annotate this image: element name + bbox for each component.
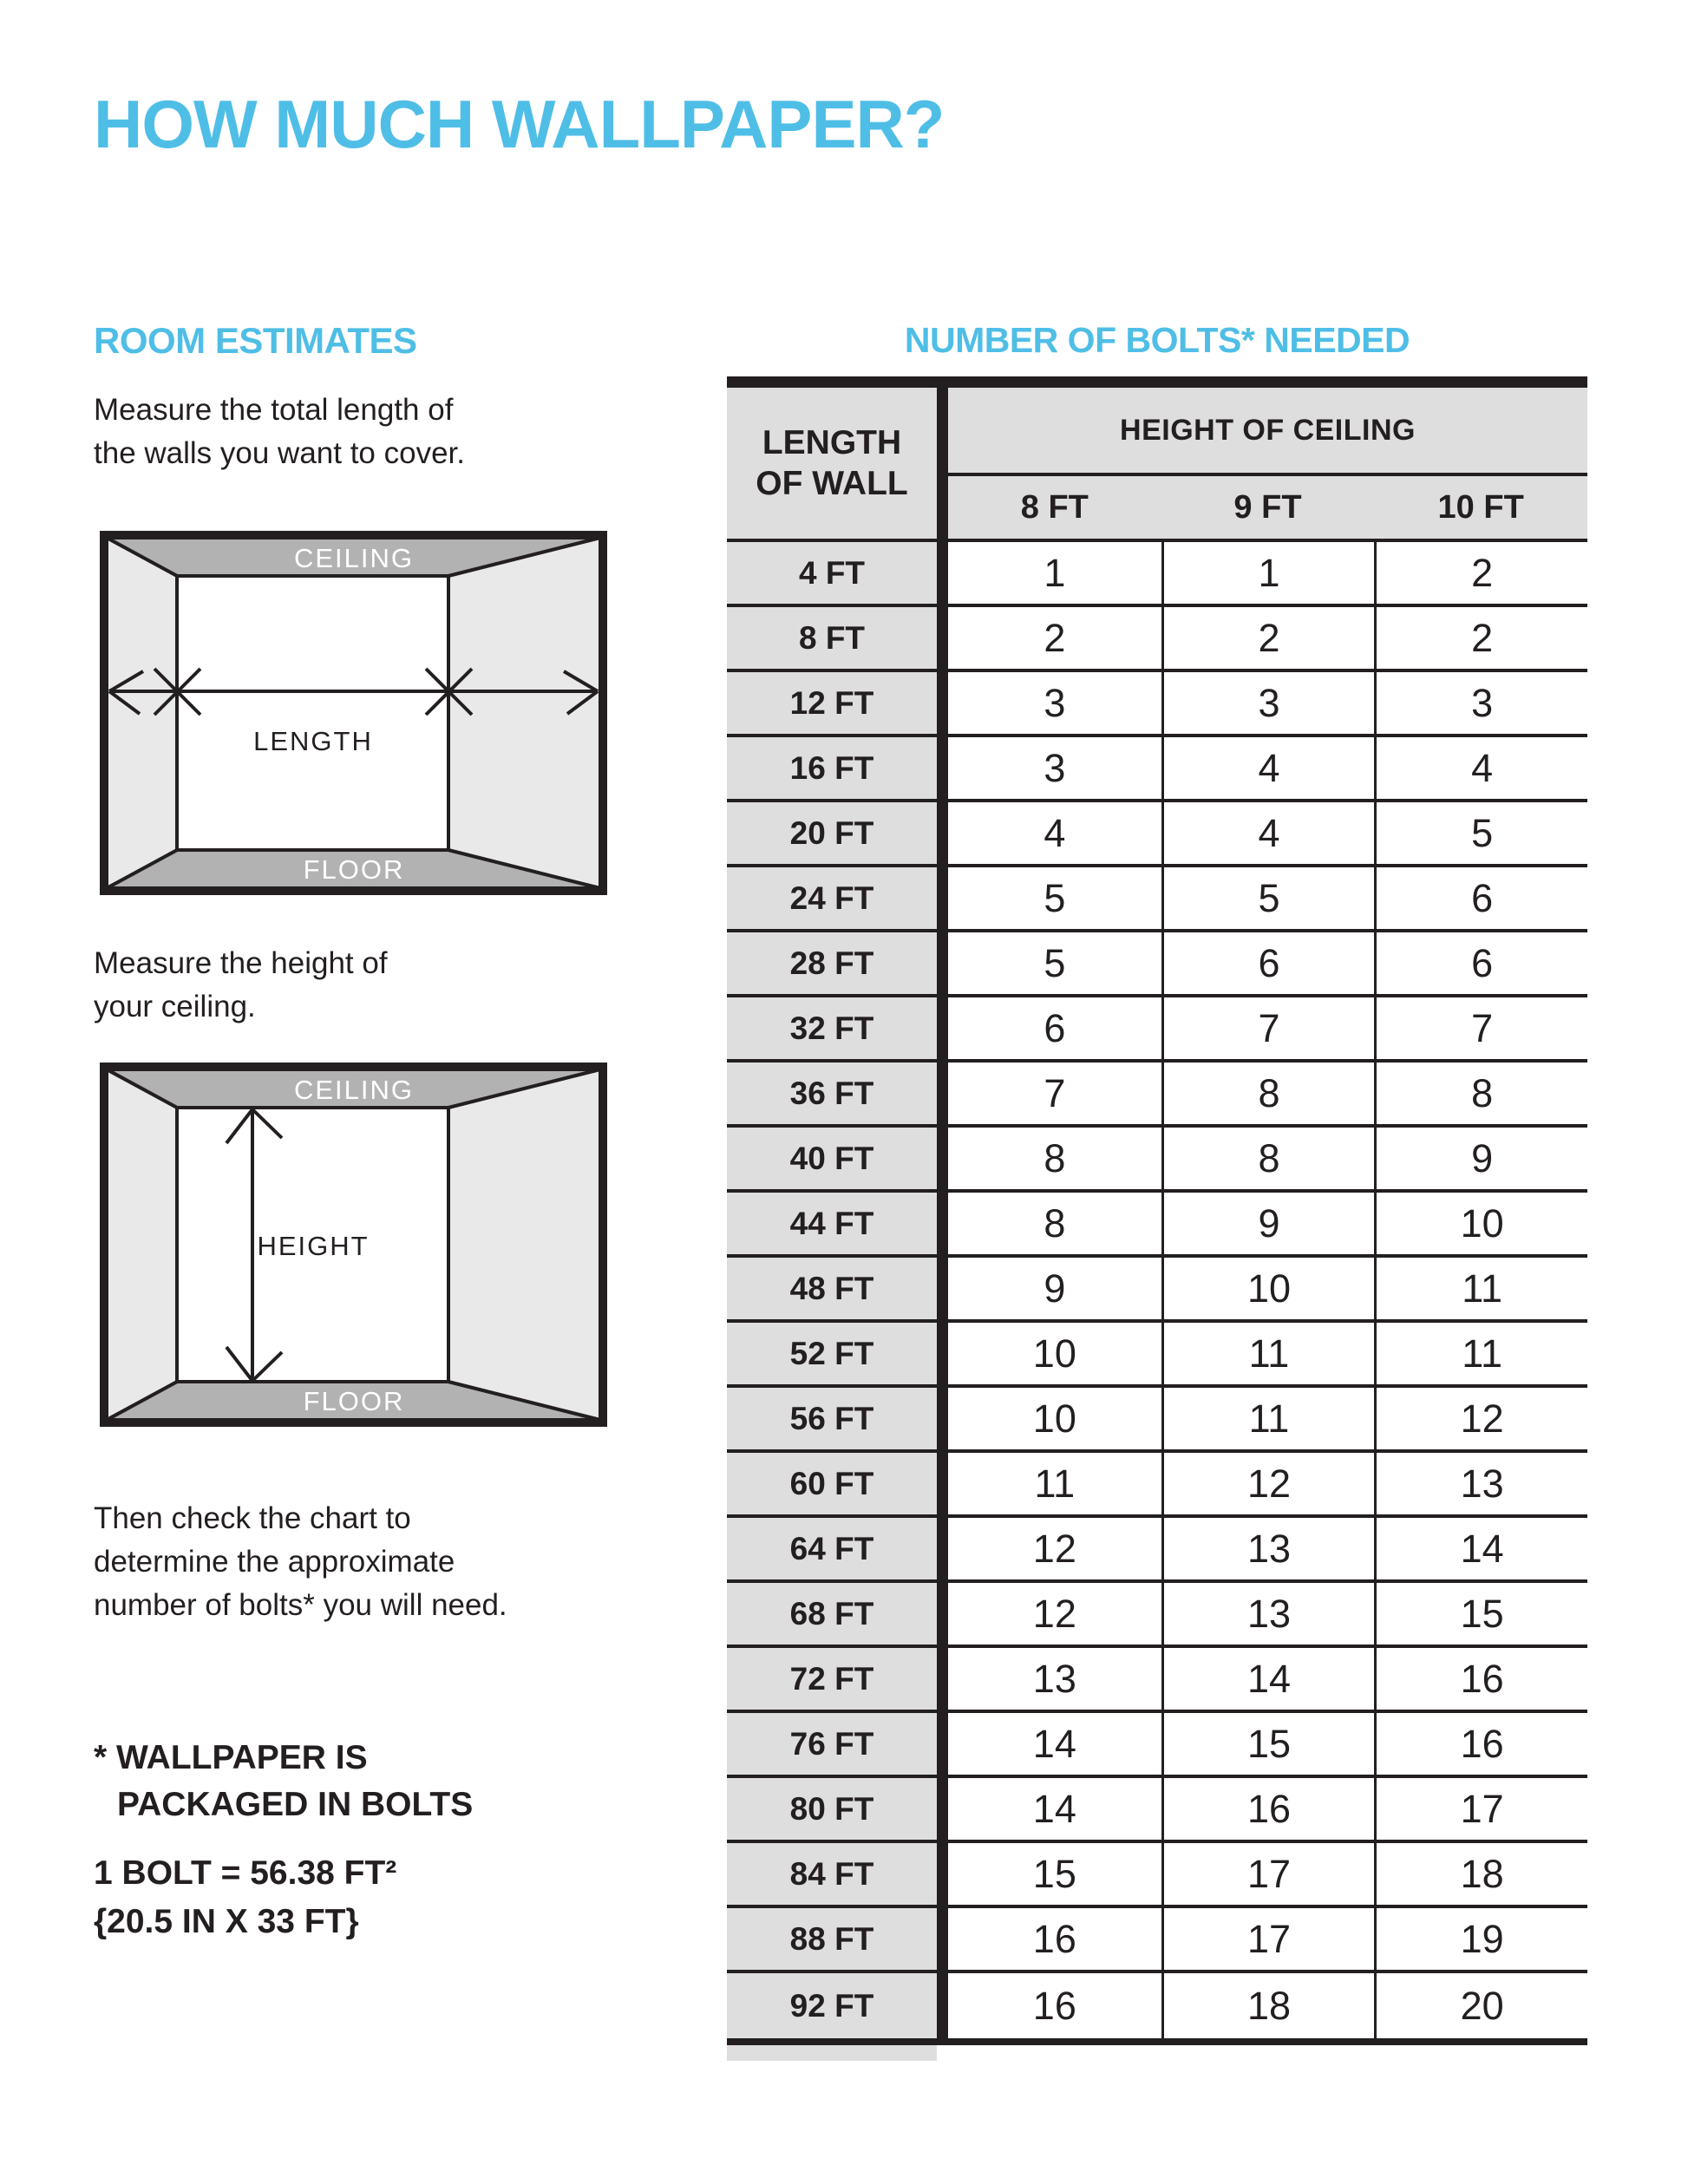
table-row [727,542,1587,607]
bolt-count-cell: 5 [1374,802,1587,864]
footnote-line: PACKAGED IN BOLTS [117,1786,474,1823]
bolt-count-cell: 13 [1161,1583,1375,1645]
instruction-step2 [94,942,388,1029]
bolt-count-cell: 8 [948,1128,1161,1189]
bolt-count-cell: 14 [948,1778,1161,1840]
wall-length-cell: 92 FT [727,1973,937,2038]
column-divider [937,737,948,799]
table-header [727,388,1587,539]
table-row [727,1063,1587,1128]
bolt-count-cell: 4 [1374,737,1587,799]
wall-length-cell: 4 FT [727,542,937,604]
height-of-ceiling-header: HEIGHT OF CEILING [948,388,1587,473]
instruction-line: Measure the height of [94,946,388,980]
bolt-count-cell: 16 [1161,1778,1375,1840]
instruction-step3 [94,1497,507,1627]
table-row [727,932,1587,997]
bolt-count-cell: 12 [1374,1388,1587,1449]
bolt-count-cell: 13 [948,1648,1161,1710]
bolt-count-cell: 7 [948,1063,1161,1124]
bolts-table [727,376,1587,2061]
wall-length-cell: 16 FT [727,737,937,799]
bolt-count-cell: 17 [1161,1843,1375,1905]
column-divider [937,997,948,1059]
column-divider [937,1258,948,1319]
wall-length-cell: 56 FT [727,1388,937,1449]
col-header-9ft: 9 FT [1233,488,1302,526]
bolt-count-cell: 11 [948,1453,1161,1514]
table-row [727,1908,1587,1973]
room-estimates-heading: ROOM ESTIMATES [94,320,417,361]
column-divider [937,1128,948,1189]
bolt-count-cell: 8 [1161,1063,1375,1124]
column-divider [937,932,948,994]
wall-length-cell: 88 FT [727,1908,937,1970]
bolt-count-cell: 2 [948,607,1161,669]
bolt-count-cell: 1 [1161,542,1375,604]
table-bottom-gray-tab [727,2045,937,2061]
bolt-count-cell: 4 [948,802,1161,864]
table-row [727,1583,1587,1648]
bolt-count-cell: 12 [948,1518,1161,1579]
column-divider [937,1518,948,1579]
wall-length-cell: 84 FT [727,1843,937,1905]
bolt-count-cell: 6 [1374,932,1587,994]
bolt-count-cell: 11 [1374,1323,1587,1384]
ceiling-label: CEILING [293,1075,415,1105]
bolt-count-cell: 8 [948,1193,1161,1254]
bolt-count-cell: 15 [948,1843,1161,1905]
ceiling-label: CEILING [293,543,415,573]
bolt-count-cell: 3 [948,672,1161,734]
bolt-spec-line: 1 BOLT = 56.38 FT² [94,1854,397,1892]
bolt-count-cell: 11 [1374,1258,1587,1319]
right-wall-surface [448,1069,600,1420]
floor-label: FLOOR [303,854,405,885]
table-row [727,737,1587,802]
table-row [727,1323,1587,1388]
bolt-count-cell: 9 [1374,1128,1587,1189]
bolt-count-cell: 5 [948,867,1161,929]
wall-length-cell: 20 FT [727,802,937,864]
wall-length-cell: 36 FT [727,1063,937,1124]
column-divider [937,1323,948,1384]
bolt-count-cell: 18 [1374,1843,1587,1905]
instruction-line: your ceiling. [94,990,256,1023]
wall-length-cell: 44 FT [727,1193,937,1254]
bolt-count-cell: 11 [1161,1323,1375,1384]
table-row [727,1258,1587,1323]
ceiling-height-subheaders [948,476,1587,539]
column-divider [937,1713,948,1775]
wall-length-cell: 32 FT [727,997,937,1059]
col-header-10ft: 10 FT [1437,488,1524,526]
column-divider [937,867,948,929]
column-divider [937,1583,948,1645]
bolt-count-cell: 7 [1161,997,1375,1059]
bolt-count-cell: 7 [1374,997,1587,1059]
wall-length-cell: 28 FT [727,932,937,994]
bolt-count-cell: 3 [1161,672,1375,734]
instruction-line: number of bolts* you will need. [94,1588,507,1622]
bolt-count-cell: 14 [1161,1648,1375,1710]
bolt-count-cell: 11 [1161,1388,1375,1449]
bolt-count-cell: 20 [1374,1973,1587,2038]
bolt-count-cell: 18 [1161,1973,1375,2038]
table-row [727,1843,1587,1908]
wall-length-cell: 52 FT [727,1323,937,1384]
column-divider [937,1648,948,1710]
bolt-count-cell: 12 [1161,1453,1375,1514]
length-room-diagram [100,531,607,895]
table-row [727,1713,1587,1778]
column-divider [937,1193,948,1254]
floor-label: FLOOR [303,1386,405,1416]
bolt-spec [94,1849,396,1946]
wall-length-cell: 80 FT [727,1778,937,1840]
bolt-count-cell: 5 [1161,867,1375,929]
page-title: HOW MUCH WALLPAPER? [94,86,945,162]
height-of-ceiling-header-group [948,388,1587,539]
bolt-count-cell: 16 [948,1973,1161,2038]
bolt-count-cell: 10 [1374,1193,1587,1254]
left-wall-surface [107,538,177,888]
column-divider [937,542,948,604]
column-divider [937,388,948,539]
column-divider [937,1453,948,1514]
table-row [727,1453,1587,1518]
table-row [727,672,1587,737]
length-of-wall-header: LENGTH OF WALL [727,388,937,539]
bolt-count-cell: 4 [1161,737,1375,799]
wall-length-cell: 60 FT [727,1453,937,1514]
bolt-count-cell: 3 [1374,672,1587,734]
instruction-line: Measure the total length of [94,393,454,427]
bolt-count-cell: 15 [1161,1713,1375,1775]
bolt-count-cell: 1 [948,542,1161,604]
bolt-count-cell: 6 [948,997,1161,1059]
instruction-line: Then check the chart to [94,1501,411,1535]
wall-length-cell: 40 FT [727,1128,937,1189]
bolt-count-cell: 16 [948,1908,1161,1970]
bolt-count-cell: 10 [1161,1258,1375,1319]
table-row [727,802,1587,867]
column-divider [937,1843,948,1905]
wall-length-cell: 64 FT [727,1518,937,1579]
table-row [727,1778,1587,1843]
wall-length-cell: 76 FT [727,1713,937,1775]
bolt-count-cell: 17 [1161,1908,1375,1970]
footnote-line: * WALLPAPER IS [94,1739,368,1776]
bolt-count-cell: 6 [1161,932,1375,994]
bolt-count-cell: 8 [1374,1063,1587,1124]
bolt-count-cell: 14 [1374,1518,1587,1579]
bolt-count-cell: 2 [1374,542,1587,604]
bolt-count-cell: 13 [1161,1518,1375,1579]
column-divider [937,1063,948,1124]
column-divider [937,1908,948,1970]
height-room-diagram [100,1063,607,1427]
table-row [727,1518,1587,1583]
bolt-count-cell: 16 [1374,1713,1587,1775]
bolt-count-cell: 2 [1374,607,1587,669]
table-bottom-border [727,2038,1587,2045]
wall-length-cell: 8 FT [727,607,937,669]
bolt-count-cell: 9 [948,1258,1161,1319]
bolt-count-cell: 9 [1161,1193,1375,1254]
table-row [727,1648,1587,1713]
column-divider [937,1973,948,2038]
bolt-spec-line: {20.5 IN X 33 FT} [94,1903,359,1940]
wall-length-cell: 24 FT [727,867,937,929]
column-divider [937,672,948,734]
height-label: HEIGHT [257,1231,370,1261]
bolts-footnote [94,1735,473,1828]
column-divider [937,1388,948,1449]
bolt-count-cell: 3 [948,737,1161,799]
table-row [727,1973,1587,2038]
column-divider [937,1778,948,1840]
table-row [727,867,1587,932]
bolts-needed-heading: NUMBER OF BOLTS* NEEDED [904,320,1410,360]
bolt-count-cell: 2 [1161,607,1375,669]
instruction-step1 [94,389,465,475]
wall-length-cell: 68 FT [727,1583,937,1645]
col-header-8ft: 8 FT [1020,488,1089,526]
table-top-border [727,376,1587,388]
bolt-count-cell: 16 [1374,1648,1587,1710]
bolt-count-cell: 14 [948,1713,1161,1775]
bolt-count-cell: 10 [948,1323,1161,1384]
bolt-count-cell: 13 [1374,1453,1587,1514]
bolt-count-cell: 5 [948,932,1161,994]
bolt-count-cell: 17 [1374,1778,1587,1840]
bolt-count-cell: 8 [1161,1128,1375,1189]
wall-length-cell: 72 FT [727,1648,937,1710]
table-row [727,1128,1587,1193]
bolt-count-cell: 15 [1374,1583,1587,1645]
instruction-line: the walls you want to cover. [94,436,465,470]
wall-length-cell: 12 FT [727,672,937,734]
table-row [727,1388,1587,1453]
table-row [727,997,1587,1063]
back-wall-surface [177,576,448,850]
column-divider [937,802,948,864]
length-label: LENGTH [253,726,373,756]
instruction-line: determine the approximate [94,1545,455,1579]
bolt-count-cell: 12 [948,1583,1161,1645]
bolt-table-body [727,539,1587,2038]
bolt-count-cell: 10 [948,1388,1161,1449]
table-row [727,1193,1587,1258]
column-divider [937,607,948,669]
left-wall-surface [107,1069,177,1420]
table-row [727,607,1587,672]
wall-length-cell: 48 FT [727,1258,937,1319]
bolt-count-cell: 6 [1374,867,1587,929]
bolt-count-cell: 19 [1374,1908,1587,1970]
bolt-count-cell: 4 [1161,802,1375,864]
